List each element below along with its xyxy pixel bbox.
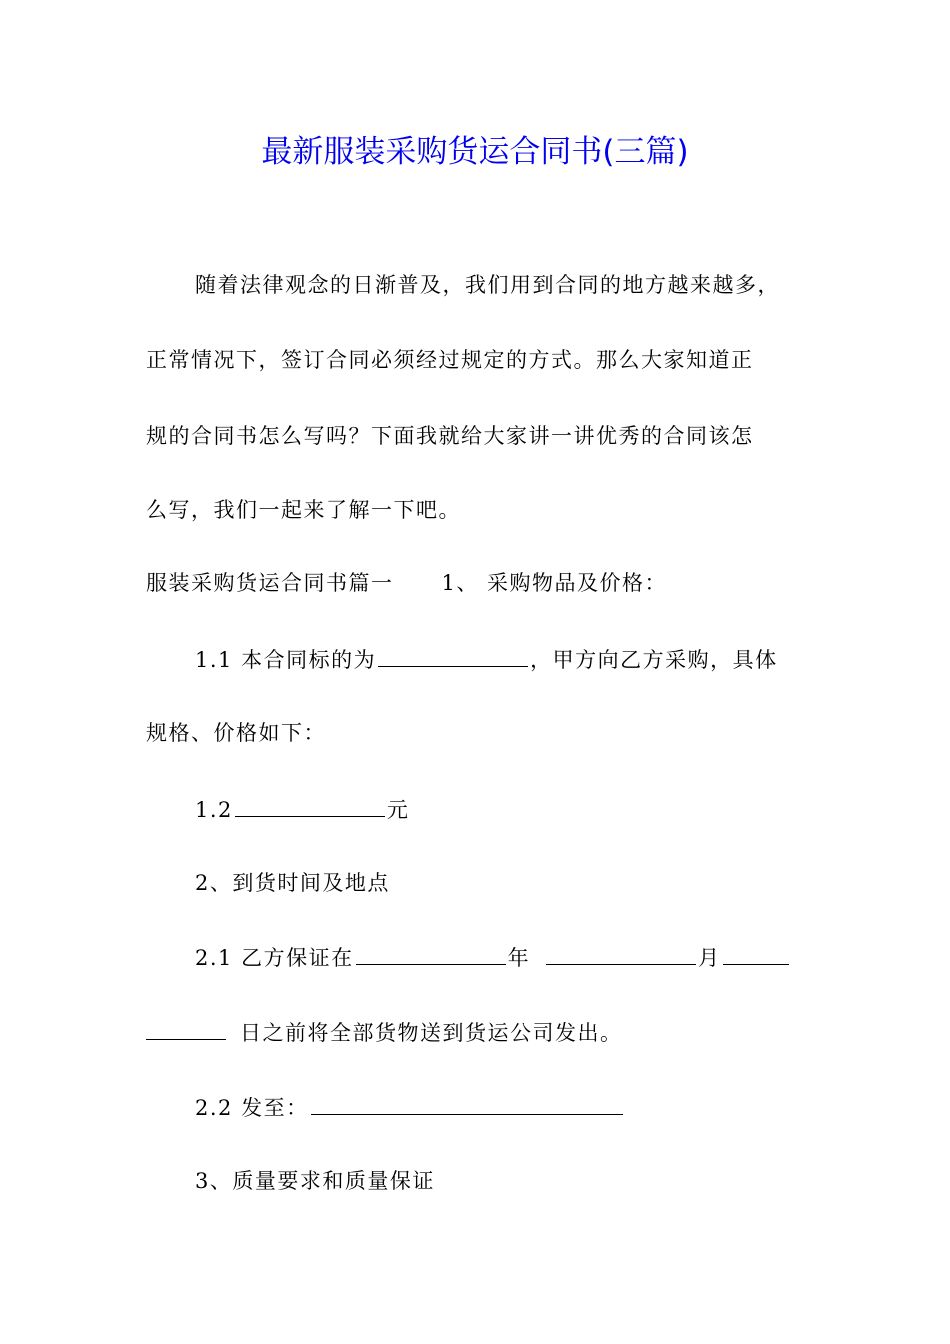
blank-field-subject[interactable]	[378, 644, 528, 667]
blank-field-destination[interactable]	[311, 1092, 623, 1115]
item-1-2-label: 1.2	[195, 798, 233, 822]
item-2-2-line	[195, 1092, 625, 1123]
item-2-1-text: 日之前将全部货物送到货运公司发出。	[240, 1021, 623, 1045]
section-heading-line	[146, 568, 667, 598]
document-title: 最新服装采购货运合同书(三篇)	[261, 134, 689, 170]
item-1-1-text: ，甲方向乙方采购，具体	[530, 648, 778, 672]
item-2-1-month: 月	[698, 946, 721, 970]
item-2-1-continuation	[146, 1017, 623, 1048]
intro-line-1: 随着法律观念的日渐普及，我们用到合同的地方越来越多，	[195, 273, 780, 297]
item-2-2-label: 2.2 发至：	[195, 1096, 309, 1120]
item-1-1-label: 1.1 本合同标的为	[195, 648, 377, 672]
blank-field-day-part2[interactable]	[146, 1017, 226, 1040]
blank-field-price[interactable]	[235, 794, 385, 817]
blank-field-month[interactable]	[546, 942, 696, 965]
blank-field-year[interactable]	[356, 942, 506, 965]
item-2-1-year: 年	[507, 946, 531, 970]
item-2-1-label: 2.1 乙方保证在	[195, 946, 354, 970]
item-2-heading: 2、到货时间及地点	[195, 871, 390, 895]
blank-field-day-part1[interactable]	[723, 942, 789, 965]
intro-line-3: 规的合同书怎么写吗？下面我就给大家讲一讲优秀的合同该怎	[146, 424, 754, 448]
intro-line-4: 么写，我们一起来了解一下吧。	[146, 498, 461, 522]
item-1-2-line	[195, 794, 409, 825]
item-1-heading: 1、 采购物品及价格：	[441, 571, 668, 595]
section-heading: 服装采购货运合同书篇一	[146, 571, 394, 595]
item-1-2-unit: 元	[386, 798, 410, 822]
item-1-1-continuation: 规格、价格如下：	[146, 721, 326, 745]
item-2-1-line	[195, 942, 791, 973]
item-3-heading: 3、质量要求和质量保证	[195, 1169, 435, 1193]
item-1-1-line	[195, 644, 778, 675]
intro-line-2: 正常情况下，签订合同必须经过规定的方式。那么大家知道正	[146, 348, 754, 372]
